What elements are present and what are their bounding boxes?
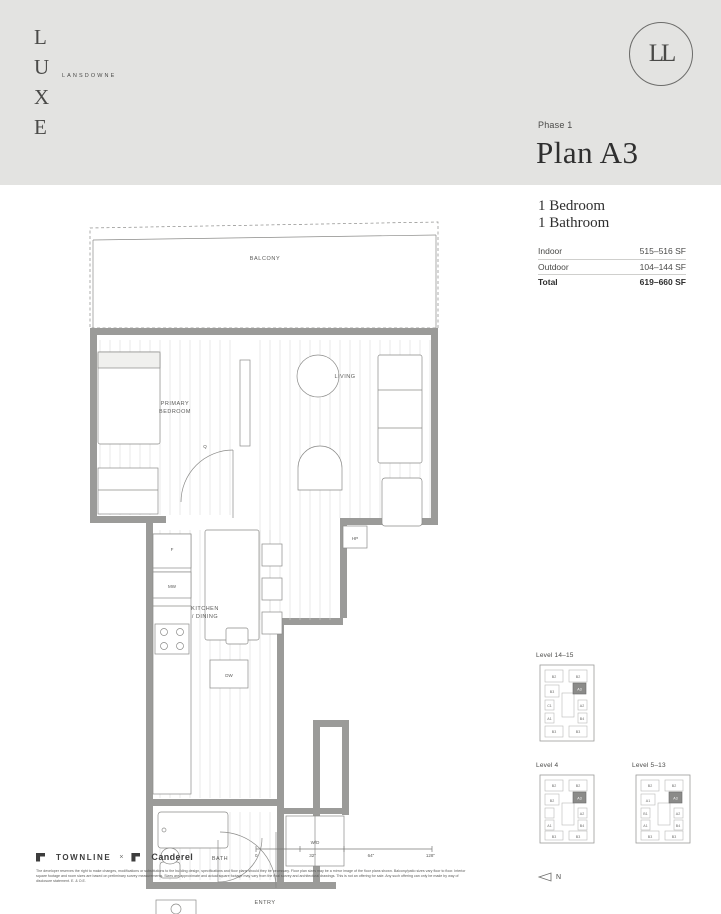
scale-tick-3: 128" (425, 853, 435, 858)
brand-separator: × (119, 853, 124, 861)
label-heat-pump: HP (351, 536, 359, 541)
svg-text:A2: A2 (579, 704, 585, 708)
keyplan-level-14-15 (536, 652, 598, 745)
scale-tick-0: 0 (255, 853, 258, 858)
table-row (538, 244, 686, 259)
svg-text:B3: B3 (575, 835, 581, 839)
logo-letter-e: E (34, 115, 49, 139)
area-value-outdoor: 104–144 SF (597, 259, 686, 275)
keyplan-diagram (632, 773, 694, 845)
room-label-primary-1: PRIMARY (160, 401, 190, 407)
luxe-logo (34, 22, 154, 142)
scale-tick-2: 64" (367, 853, 375, 858)
svg-text:A1: A1 (643, 824, 648, 828)
room-label-entry: ENTRY (254, 900, 276, 906)
area-value-indoor: 515–516 SF (597, 244, 686, 259)
brand-row (36, 852, 476, 862)
label-fridge: F (170, 547, 174, 552)
svg-text:A3: A3 (673, 796, 678, 801)
north-arrow-icon (538, 872, 554, 882)
area-label-indoor: Indoor (538, 244, 597, 259)
svg-text:C1: C1 (547, 704, 552, 708)
scale-bar-graphic (255, 845, 433, 852)
svg-text:A3: A3 (577, 796, 582, 801)
svg-text:B4: B4 (675, 824, 681, 828)
table-row-total (538, 275, 686, 290)
compass-label: N (555, 873, 562, 881)
keyplan-diagram (536, 663, 598, 743)
label-microwave: MW (168, 584, 176, 589)
svg-text:B3: B3 (551, 835, 557, 839)
bedroom-count: 1 Bedroom (538, 198, 606, 214)
room-label-primary-2: BEDROOM (159, 409, 191, 415)
area-table (538, 244, 686, 290)
svg-text:B2: B2 (575, 675, 581, 679)
logo-subtitle: LANSDOWNE (62, 73, 117, 79)
svg-text:B3: B3 (671, 835, 677, 839)
area-value-total: 619–660 SF (639, 277, 686, 287)
svg-text:B1: B1 (643, 812, 648, 816)
brand-townline: TOWNLINE (56, 852, 112, 862)
svg-text:B3: B3 (551, 730, 557, 734)
unit-info-panel (538, 198, 698, 290)
svg-text:B3: B3 (549, 690, 555, 694)
svg-text:A2: A2 (675, 812, 681, 816)
scale-tick-1: 32" (309, 853, 316, 858)
svg-text:A2: A2 (579, 812, 585, 816)
luxe-monogram-icon (629, 22, 693, 86)
table-row (538, 259, 686, 275)
phase-label: Phase 1 (538, 120, 573, 130)
svg-text:A3: A3 (577, 687, 582, 692)
logo-letter-l: L (34, 25, 49, 49)
logo-letter-x: X (34, 85, 52, 109)
area-label-outdoor: Outdoor (538, 259, 597, 275)
keyplan-label: Level 4 (536, 762, 559, 769)
keyplan-level-5-13 (632, 762, 694, 847)
svg-text:B2: B2 (551, 675, 557, 679)
room-label-balcony: BALCONY (249, 256, 281, 262)
canderel-logo-icon (131, 853, 140, 862)
brand-canderel: Canderel (151, 852, 194, 862)
room-label-living: LIVING (334, 374, 356, 380)
footer (36, 852, 476, 885)
keyplan-label: Level 14–15 (536, 652, 574, 659)
keyplan-label: Level 5–13 (632, 762, 666, 769)
room-label-kitchen-1: KITCHEN (191, 606, 219, 612)
svg-text:A1: A1 (645, 799, 651, 803)
svg-text:B2: B2 (551, 784, 557, 788)
svg-text:B2: B2 (647, 784, 653, 788)
svg-text:B2: B2 (671, 784, 677, 788)
svg-text:B3: B3 (575, 730, 581, 734)
bathroom-count: 1 Bathroom (538, 215, 610, 231)
svg-text:B2: B2 (575, 784, 581, 788)
svg-text:A1: A1 (547, 717, 552, 721)
townline-logo-icon (36, 853, 45, 862)
keyplan-diagram (536, 773, 598, 845)
logo-letter-u: U (34, 55, 52, 79)
svg-text:A1: A1 (547, 824, 552, 828)
header-band (0, 0, 721, 185)
compass (538, 872, 561, 882)
room-label-bath: BATH (211, 856, 229, 862)
label-dishwasher: DW (225, 673, 233, 678)
label-queen-bed: Q (203, 444, 207, 449)
disclaimer-text: The developer reserves the right to make changes, modifications or substitutions to the building design, specifications and floor plans should they be necessary. Floor plan sizes may be a mirror image of the floor plans shown. Balcony/patio sizes vary floor to floor. Interior square footage and room sizes are based on preliminary survey measurements. Sizes are approximate and actual square footage may vary from the final survey and architectural drawings. This is not an offering for sale. Any such offering can only be made by way of disclosure statement. E. & O.E. (36, 869, 466, 884)
area-label-total: Total (538, 277, 558, 287)
keyplan-level-4 (536, 762, 598, 847)
svg-text:B4: B4 (579, 717, 585, 721)
label-washer-dryer: W/D (310, 840, 320, 845)
svg-text:B2: B2 (549, 799, 555, 803)
page-title: Plan A3 (536, 135, 639, 170)
logo-monogram-text: LL (648, 40, 674, 67)
room-label-kitchen-2: / DINING (191, 614, 219, 620)
svg-text:B3: B3 (647, 835, 653, 839)
svg-text:B4: B4 (579, 824, 585, 828)
